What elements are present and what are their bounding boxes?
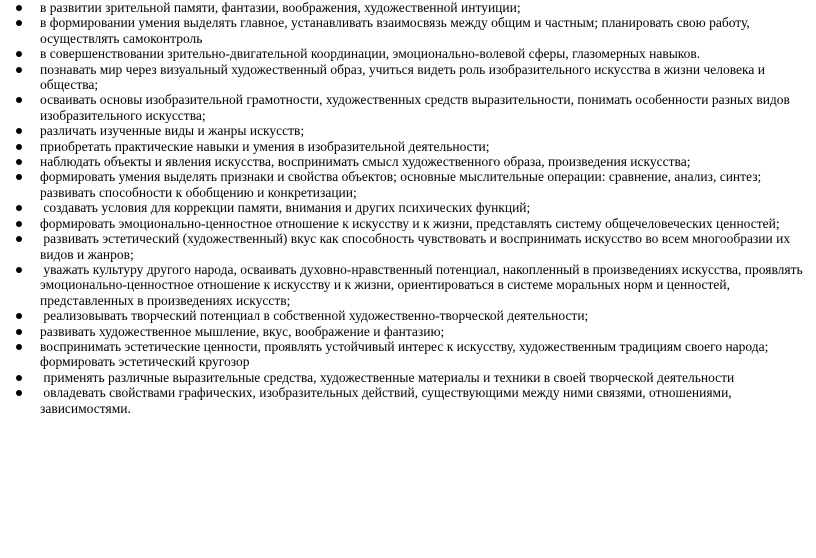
list-item (0, 46, 816, 61)
list-item-text: познавать мир через визуальный художественный образ, учиться видеть роль изобразительного искусства в жизни человека и общества; (40, 61, 769, 93)
list-item (0, 324, 816, 339)
list-item-text: в совершенствовании зрительно-двигательной координации, эмоционально-волевой сферы, глазомерных навыков. (40, 46, 701, 62)
list-item-text: уважать культуру другого народа, осваивать духовно-нравственный потенциал, накопленный в произведениях искусства, проявлять эмоционально-ценностное отношение к искусству и к жизни, ориентироваться в системе моральных норм и ценностей, представленных в произведениях искусств; (40, 261, 807, 308)
list-item-text: воспринимать эстетические ценности, проявлять устойчивый интерес к искусству, художественным традициям своего народа; формировать эстетический кругозор (40, 338, 772, 370)
list-item (0, 0, 816, 15)
bullet-icon (16, 174, 22, 180)
bullet-icon (16, 144, 22, 150)
bullet-icon (16, 267, 22, 273)
list-item (0, 385, 816, 416)
list-item-text: различать изученные виды и жанры искусств; (40, 123, 305, 139)
list-item-text: в формировании умения выделять главное, устанавливать взаимосвязь между общим и частным; планировать свою работу, осуществлять самоконтроль (40, 15, 754, 46)
list-item (0, 123, 816, 138)
bullet-icon (16, 51, 22, 57)
list-item-text: в развитии зрительной памяти, фантазии, воображения, художественной интуиции; (40, 0, 521, 15)
bullet-icon (16, 375, 22, 381)
list-item-text: приобретать практические навыки и умения в изобразительной деятельности; (40, 138, 490, 154)
list-item (0, 15, 816, 46)
list-item (0, 62, 816, 93)
bullet-icon (16, 67, 22, 73)
list-item-text: формировать эмоционально-ценностное отношение к искусству и к жизни, представлять систему общечеловеческих ценностей; (40, 215, 780, 231)
list-item (0, 200, 816, 215)
list-item-text: реализовывать творческий потенциал в собственной художественно-творческой деятельности; (40, 308, 589, 324)
bullet-icon (16, 236, 22, 242)
list-item (0, 216, 816, 231)
list-item-text: овладевать свойствами графических, изобразительных действий, существующими между ними связями, отношениями, зависимостями. (40, 385, 736, 416)
bullet-icon (16, 5, 22, 11)
list-item (0, 308, 816, 323)
list-item (0, 370, 816, 385)
list-item (0, 169, 816, 200)
bullet-icon (16, 329, 22, 335)
bullet-icon (16, 390, 22, 396)
bullet-icon (16, 205, 22, 211)
list-item-text: создавать условия для коррекции памяти, внимания и других психических функций; (40, 200, 531, 216)
bullet-icon (16, 159, 22, 165)
list-item (0, 231, 816, 262)
bullet-icon (16, 344, 22, 350)
list-item-text: наблюдать объекты и явления искусства, воспринимать смысл художественного образа, произведения искусства; (40, 154, 691, 170)
list-item (0, 339, 816, 370)
bullet-icon (16, 128, 22, 134)
bullet-icon (16, 313, 22, 319)
list-item-text: развивать эстетический (художественный) вкус как способность чувствовать и воспринимать искусство во всем многообразии их видов и жанров; (40, 231, 794, 262)
list-item-text: формировать умения выделять признаки и свойства объектов; основные мыслительные операции: сравнение, анализ, синтез; развивать способности к обобщению и конкретизации; (40, 169, 765, 200)
bullet-icon (16, 221, 22, 227)
list-item (0, 92, 816, 123)
list-item-text: осваивать основы изобразительной грамотности, художественных средств выразительности, понимать особенности разных видов изобразительного искусства; (40, 92, 794, 123)
list-item-text: развивать художественное мышление, вкус, воображение и фантазию; (40, 323, 445, 339)
list-item (0, 154, 816, 169)
list-item-text: применять различные выразительные средства, художественные материалы и техники в своей творческой деятельности (40, 369, 735, 385)
list-item (0, 262, 816, 308)
bullet-icon (16, 97, 22, 103)
list-item (0, 139, 816, 154)
bullet-icon (16, 20, 22, 26)
